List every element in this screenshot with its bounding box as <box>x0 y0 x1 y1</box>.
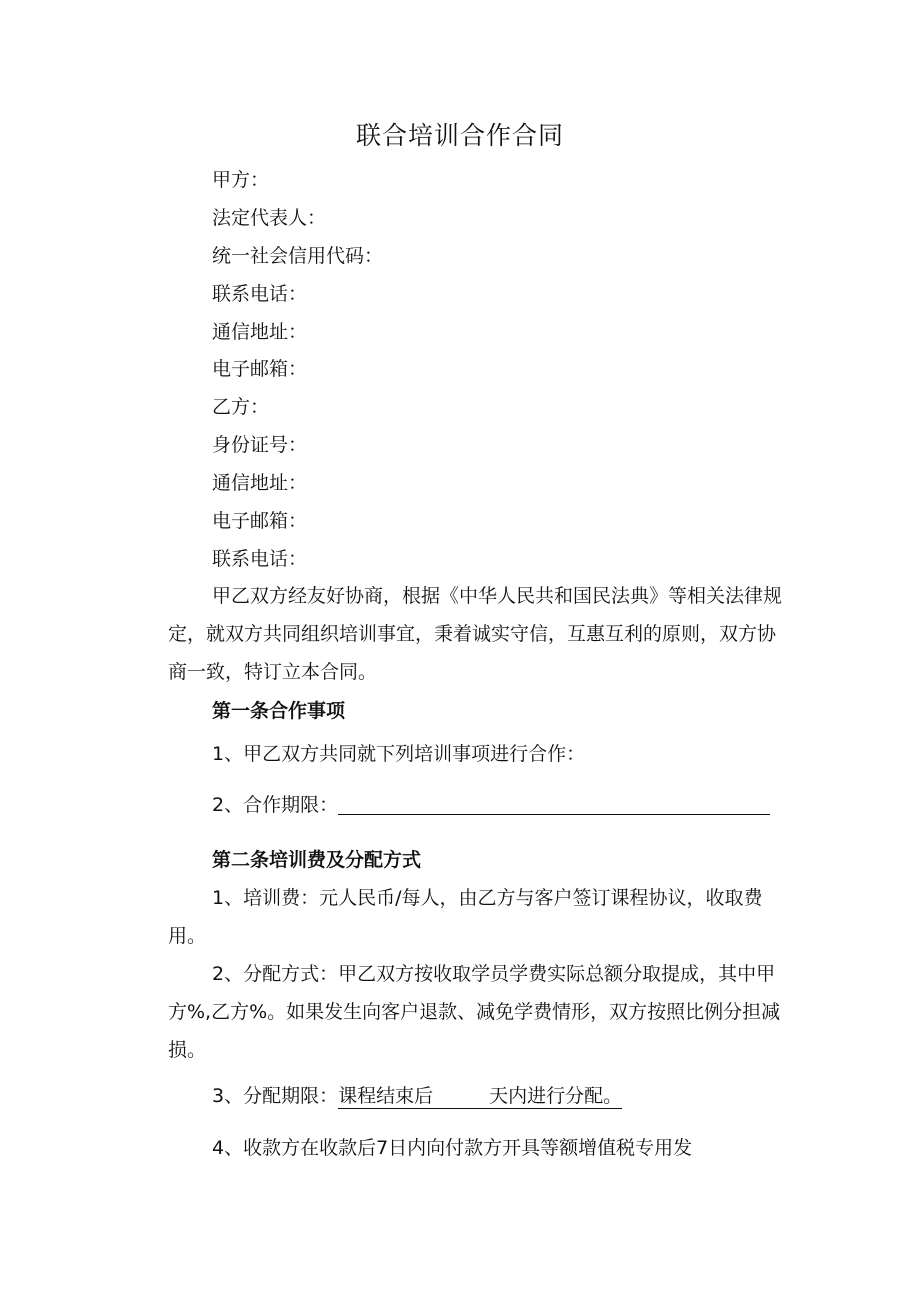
party-a-address: 通信地址： <box>212 321 308 343</box>
party-a-phone: 联系电话： <box>212 283 308 305</box>
article-2-item-1-text: 1、培训费：元人民币/每人，由乙方与客户签订课程协议，收取费用。 <box>168 887 763 947</box>
article-1-item-1: 1、甲乙双方共同就下列培训事项进行合作： <box>212 743 586 765</box>
distribution-term-part-2: 天内进行分配。 <box>489 1085 623 1107</box>
article-1-item-2 <box>212 791 770 819</box>
party-a-email: 电子邮箱： <box>212 358 308 380</box>
article-2-item-2-text: 2、分配方式：甲乙双方按收取学员学费实际总额分取提成，其中甲方%,乙方%。如果发生向客户退款、减免学费情形，双方按照比例分担减损。 <box>168 963 781 1061</box>
article-2-item-3 <box>212 1082 622 1110</box>
article-2-heading: 第二条培训费及分配方式 <box>212 849 422 871</box>
distribution-term-part-1: 课程结束后 <box>338 1085 434 1107</box>
preamble-paragraph <box>168 577 788 691</box>
party-b-label: 乙方： <box>212 396 270 418</box>
party-b-phone: 联系电话： <box>212 548 308 570</box>
cooperation-term-blank <box>338 792 770 815</box>
document-title: 联合培训合作合同 <box>355 121 564 150</box>
party-a-label: 甲方： <box>212 169 270 191</box>
distribution-term-field <box>338 1085 622 1109</box>
party-b-id-number: 身份证号： <box>212 434 308 456</box>
party-b-email: 电子邮箱： <box>212 510 308 532</box>
party-a-credit-code: 统一社会信用代码： <box>212 245 384 267</box>
article-1-heading: 第一条合作事项 <box>212 700 346 722</box>
article-2-item-2 <box>168 955 788 1069</box>
article-2-item-1 <box>168 879 788 955</box>
party-a-legal-rep: 法定代表人： <box>212 207 327 229</box>
article-2-item-4: 4、收款方在收款后7日内向付款方开具等额增值税专用发 <box>212 1137 693 1159</box>
article-2-item-3-label: 3、分配期限： <box>212 1085 339 1107</box>
article-1-item-2-label: 2、合作期限： <box>212 794 339 816</box>
party-b-address: 通信地址： <box>212 472 308 494</box>
preamble-text: 甲乙双方经友好协商，根据《中华人民共和国民法典》等相关法律规定，就双方共同组织培训事宜，秉着诚实守信，互惠互利的原则，双方协商一致，特订立本合同。 <box>168 585 783 683</box>
